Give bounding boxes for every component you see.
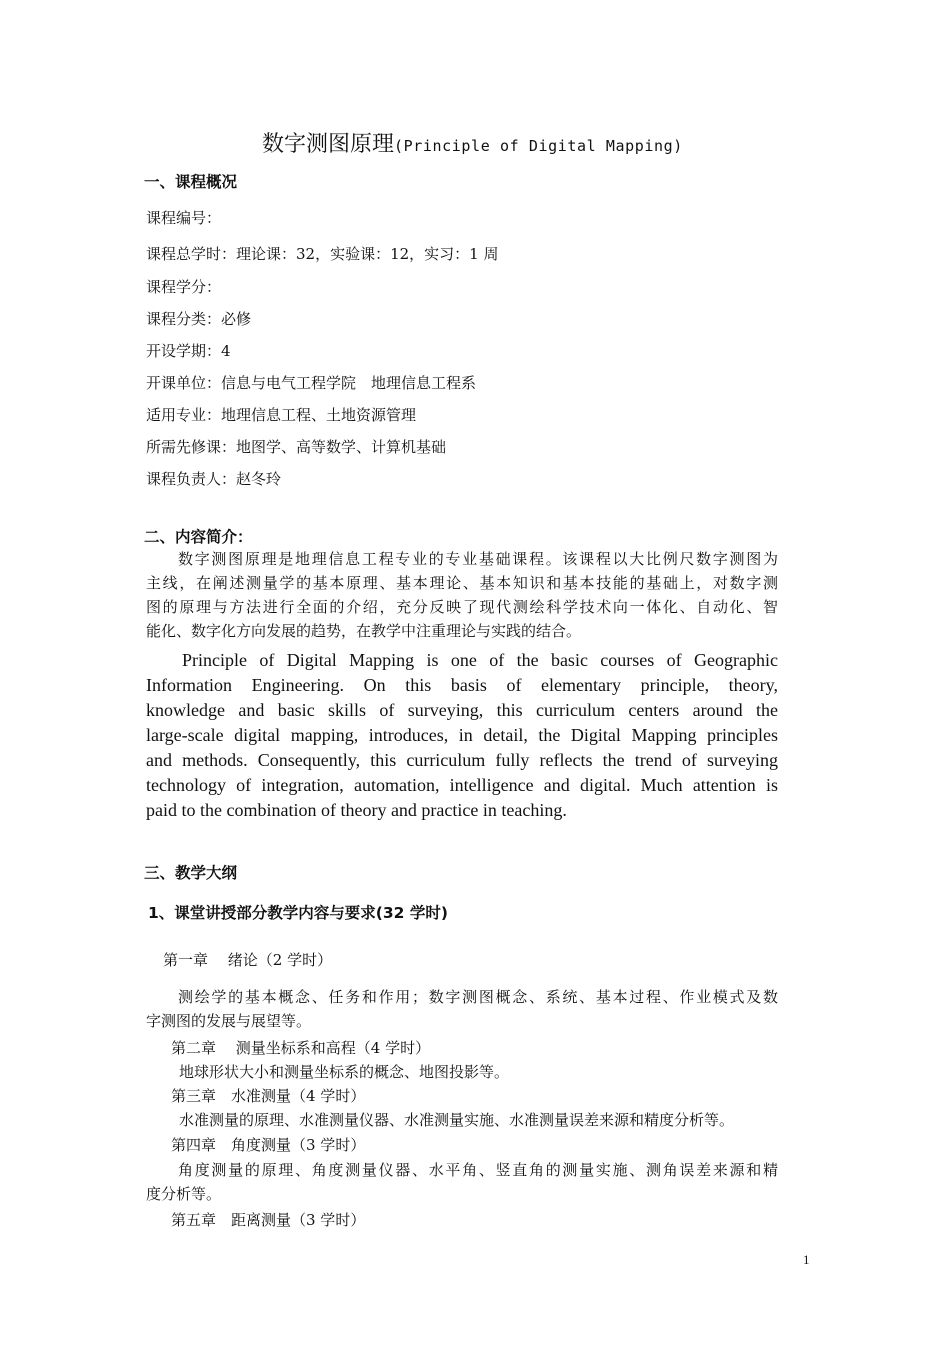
chapter2-description: 地球形状大小和测量坐标系的概念、地图投影等。 [179,1063,510,1081]
chapter1-title: 第一章 绪论（2 学时） [163,951,333,969]
field-prerequisites: 所需先修课：地图学、高等数学、计算机基础 [146,438,447,456]
field-category: 课程分类：必修 [146,310,252,328]
intro-cn-line: 数字测图原理是地理信息工程专业的专业基础课程。该课程以大比例尺数字测图为 [178,550,778,568]
intro-chinese-paragraph [146,547,778,643]
intro-en-line: large-scale digital mapping, introduces, in detail, the Digital Mapping principles [146,725,778,745]
field-department: 开课单位：信息与电气工程学院 地理信息工程系 [146,374,477,392]
field-semester: 开设学期：4 [146,342,231,360]
field-course-code: 课程编号： [146,209,222,227]
intro-en-line: Principle of Digital Mapping is one of the basic courses of Geographic [182,650,778,670]
intro-cn-line: 图的原理与方法进行全面的介绍，充分反映了现代测绘科学技术向一体化、自动化、智 [146,598,778,616]
chapter1-description [146,985,778,1033]
section2-heading: 二、内容简介： [144,528,253,546]
title-english: (Principle of Digital Mapping) [394,137,683,155]
chapter2-title: 第二章 测量坐标系和高程（4 学时） [171,1039,431,1057]
intro-en-line: Information Engineering. On this basis of elementary principle, theory, [146,675,778,695]
intro-en-line: and methods. Consequently, this curriculum fully reflects the trend of surveying [146,750,778,770]
intro-cn-line: 主线，在阐述测量学的基本原理、基本理论、基本知识和基本技能的基础上，对数字测 [146,574,778,592]
chapter3-description: 水准测量的原理、水准测量仪器、水准测量实施、水准测量误差来源和精度分析等。 [179,1111,735,1129]
intro-en-line: knowledge and basic skills of surveying, this curriculum centers around the [146,700,778,720]
chapter1-desc-line: 测绘学的基本概念、任务和作用；数字测图概念、系统、基本过程、作业模式及数 [178,988,778,1006]
chapter4-desc-line: 角度测量的原理、角度测量仪器、水平角、竖直角的测量实施、测角误差来源和精 [178,1161,778,1179]
intro-en-line: paid to the combination of theory and practice in teaching. [146,800,567,820]
chapter4-description [146,1158,778,1206]
section1-heading: 一、课程概况 [144,173,238,191]
lecture-subheading: 1、课堂讲授部分教学内容与要求(32 学时) [148,904,448,922]
chapter5-title: 第五章 距离测量（3 学时） [171,1211,366,1229]
title-chinese: 数字测图原理 [262,132,395,157]
chapter3-title: 第三章 水准测量（4 学时） [171,1087,366,1105]
chapter4-title: 第四章 角度测量（3 学时） [171,1136,366,1154]
section3-heading: 三、教学大纲 [144,864,238,882]
page-title [262,127,683,158]
page-number: 1 [803,1252,810,1267]
field-majors: 适用专业：地理信息工程、土地资源管理 [146,406,417,424]
field-credits: 课程学分： [146,278,222,296]
field-total-hours: 课程总学时：理论课：32，实验课：12，实习：1 周 [146,245,499,263]
intro-en-line: technology of integration, automation, intelligence and digital. Much attention is [146,775,778,795]
intro-cn-line: 能化、数字化方向发展的趋势，在教学中注重理论与实践的结合。 [146,622,582,640]
field-instructor: 课程负责人：赵冬玲 [146,470,282,488]
chapter4-desc-line: 度分析等。 [146,1185,222,1203]
intro-english-paragraph [146,648,778,823]
chapter1-desc-line: 字测图的发展与展望等。 [146,1012,312,1030]
